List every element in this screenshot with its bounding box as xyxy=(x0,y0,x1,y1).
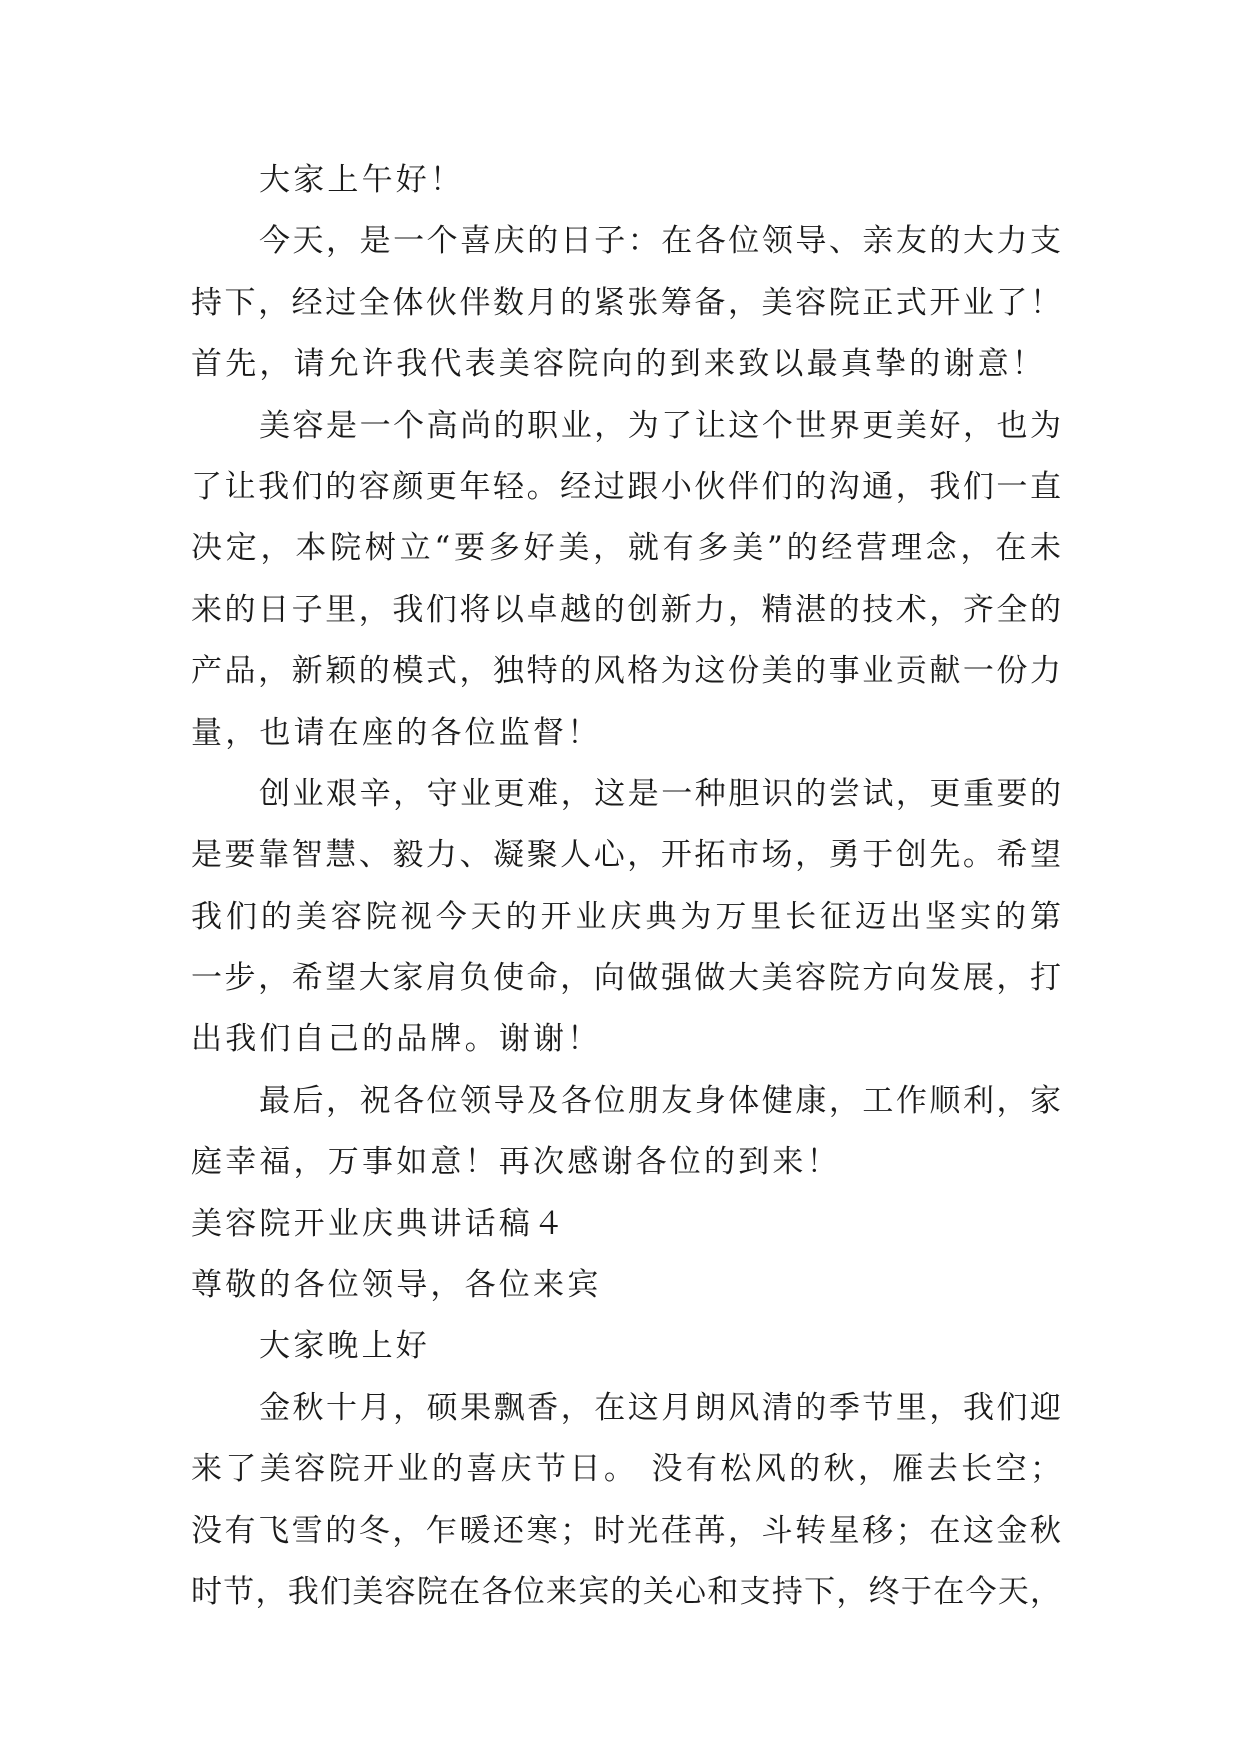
paragraph-line: 持下，经过全体伙伴数月的紧张筹备，美容院正式开业了！ xyxy=(191,284,1061,321)
paragraph-line: 最后，祝各位领导及各位朋友身体健康，工作顺利，家 xyxy=(259,1082,1061,1119)
paragraph-line: 首先，请允许我代表美容院向的到来致以最真挚的谢意！ xyxy=(191,346,1046,383)
paragraph-line: 没有飞雪的冬，乍暖还寒；时光荏苒，斗转星移；在这金秋 xyxy=(191,1512,1061,1549)
paragraph-line: 量，也请在座的各位监督！ xyxy=(191,714,602,751)
paragraph-line: 创业艰辛，守业更难，这是一种胆识的尝试，更重要的 xyxy=(259,775,1061,812)
paragraph-line: 了让我们的容颜更年轻。经过跟小伙伴们的沟通，我们一直 xyxy=(191,468,1061,505)
paragraph-line: 我们的美容院视今天的开业庆典为万里长征迈出坚实的第 xyxy=(191,898,1061,935)
salutation-line: 尊敬的各位领导，各位来宾 xyxy=(191,1267,602,1304)
paragraph-line: 决定，本院树立“要多好美，就有多美”的经营理念，在未 xyxy=(191,530,1061,567)
greeting-line: 大家上午好！ xyxy=(259,162,465,198)
paragraph-line: 来了美容院开业的喜庆节日。 没有松风的秋，雁去长空； xyxy=(191,1451,1061,1488)
paragraph-line: 时节，我们美容院在各位来宾的关心和支持下，终于在今天， xyxy=(191,1573,1061,1610)
paragraph-line: 出我们自己的品牌。谢谢！ xyxy=(191,1021,602,1058)
document-page xyxy=(191,150,1061,1623)
paragraph-line: 庭幸福，万事如意！再次感谢各位的到来！ xyxy=(191,1144,841,1181)
paragraph-line: 金秋十月，硕果飘香，在这月朗风清的季节里，我们迎 xyxy=(259,1389,1061,1426)
section-heading: 美容院开业庆典讲话稿４ xyxy=(191,1205,568,1242)
paragraph-line: 来的日子里，我们将以卓越的创新力，精湛的技术，齐全的 xyxy=(191,591,1061,628)
paragraph-line: 美容是一个高尚的职业，为了让这个世界更美好，也为 xyxy=(259,407,1061,444)
paragraph-line: 是要靠智慧、毅力、凝聚人心，开拓市场，勇于创先。希望 xyxy=(191,837,1061,874)
greeting-line: 大家晚上好 xyxy=(259,1328,430,1365)
paragraph-line: 今天，是一个喜庆的日子：在各位领导、亲友的大力支 xyxy=(259,223,1061,260)
paragraph-line: 一步，希望大家肩负使命，向做强做大美容院方向发展，打 xyxy=(191,960,1061,997)
paragraph-line: 产品，新颖的模式，独特的风格为这份美的事业贡献一份力 xyxy=(191,653,1061,690)
